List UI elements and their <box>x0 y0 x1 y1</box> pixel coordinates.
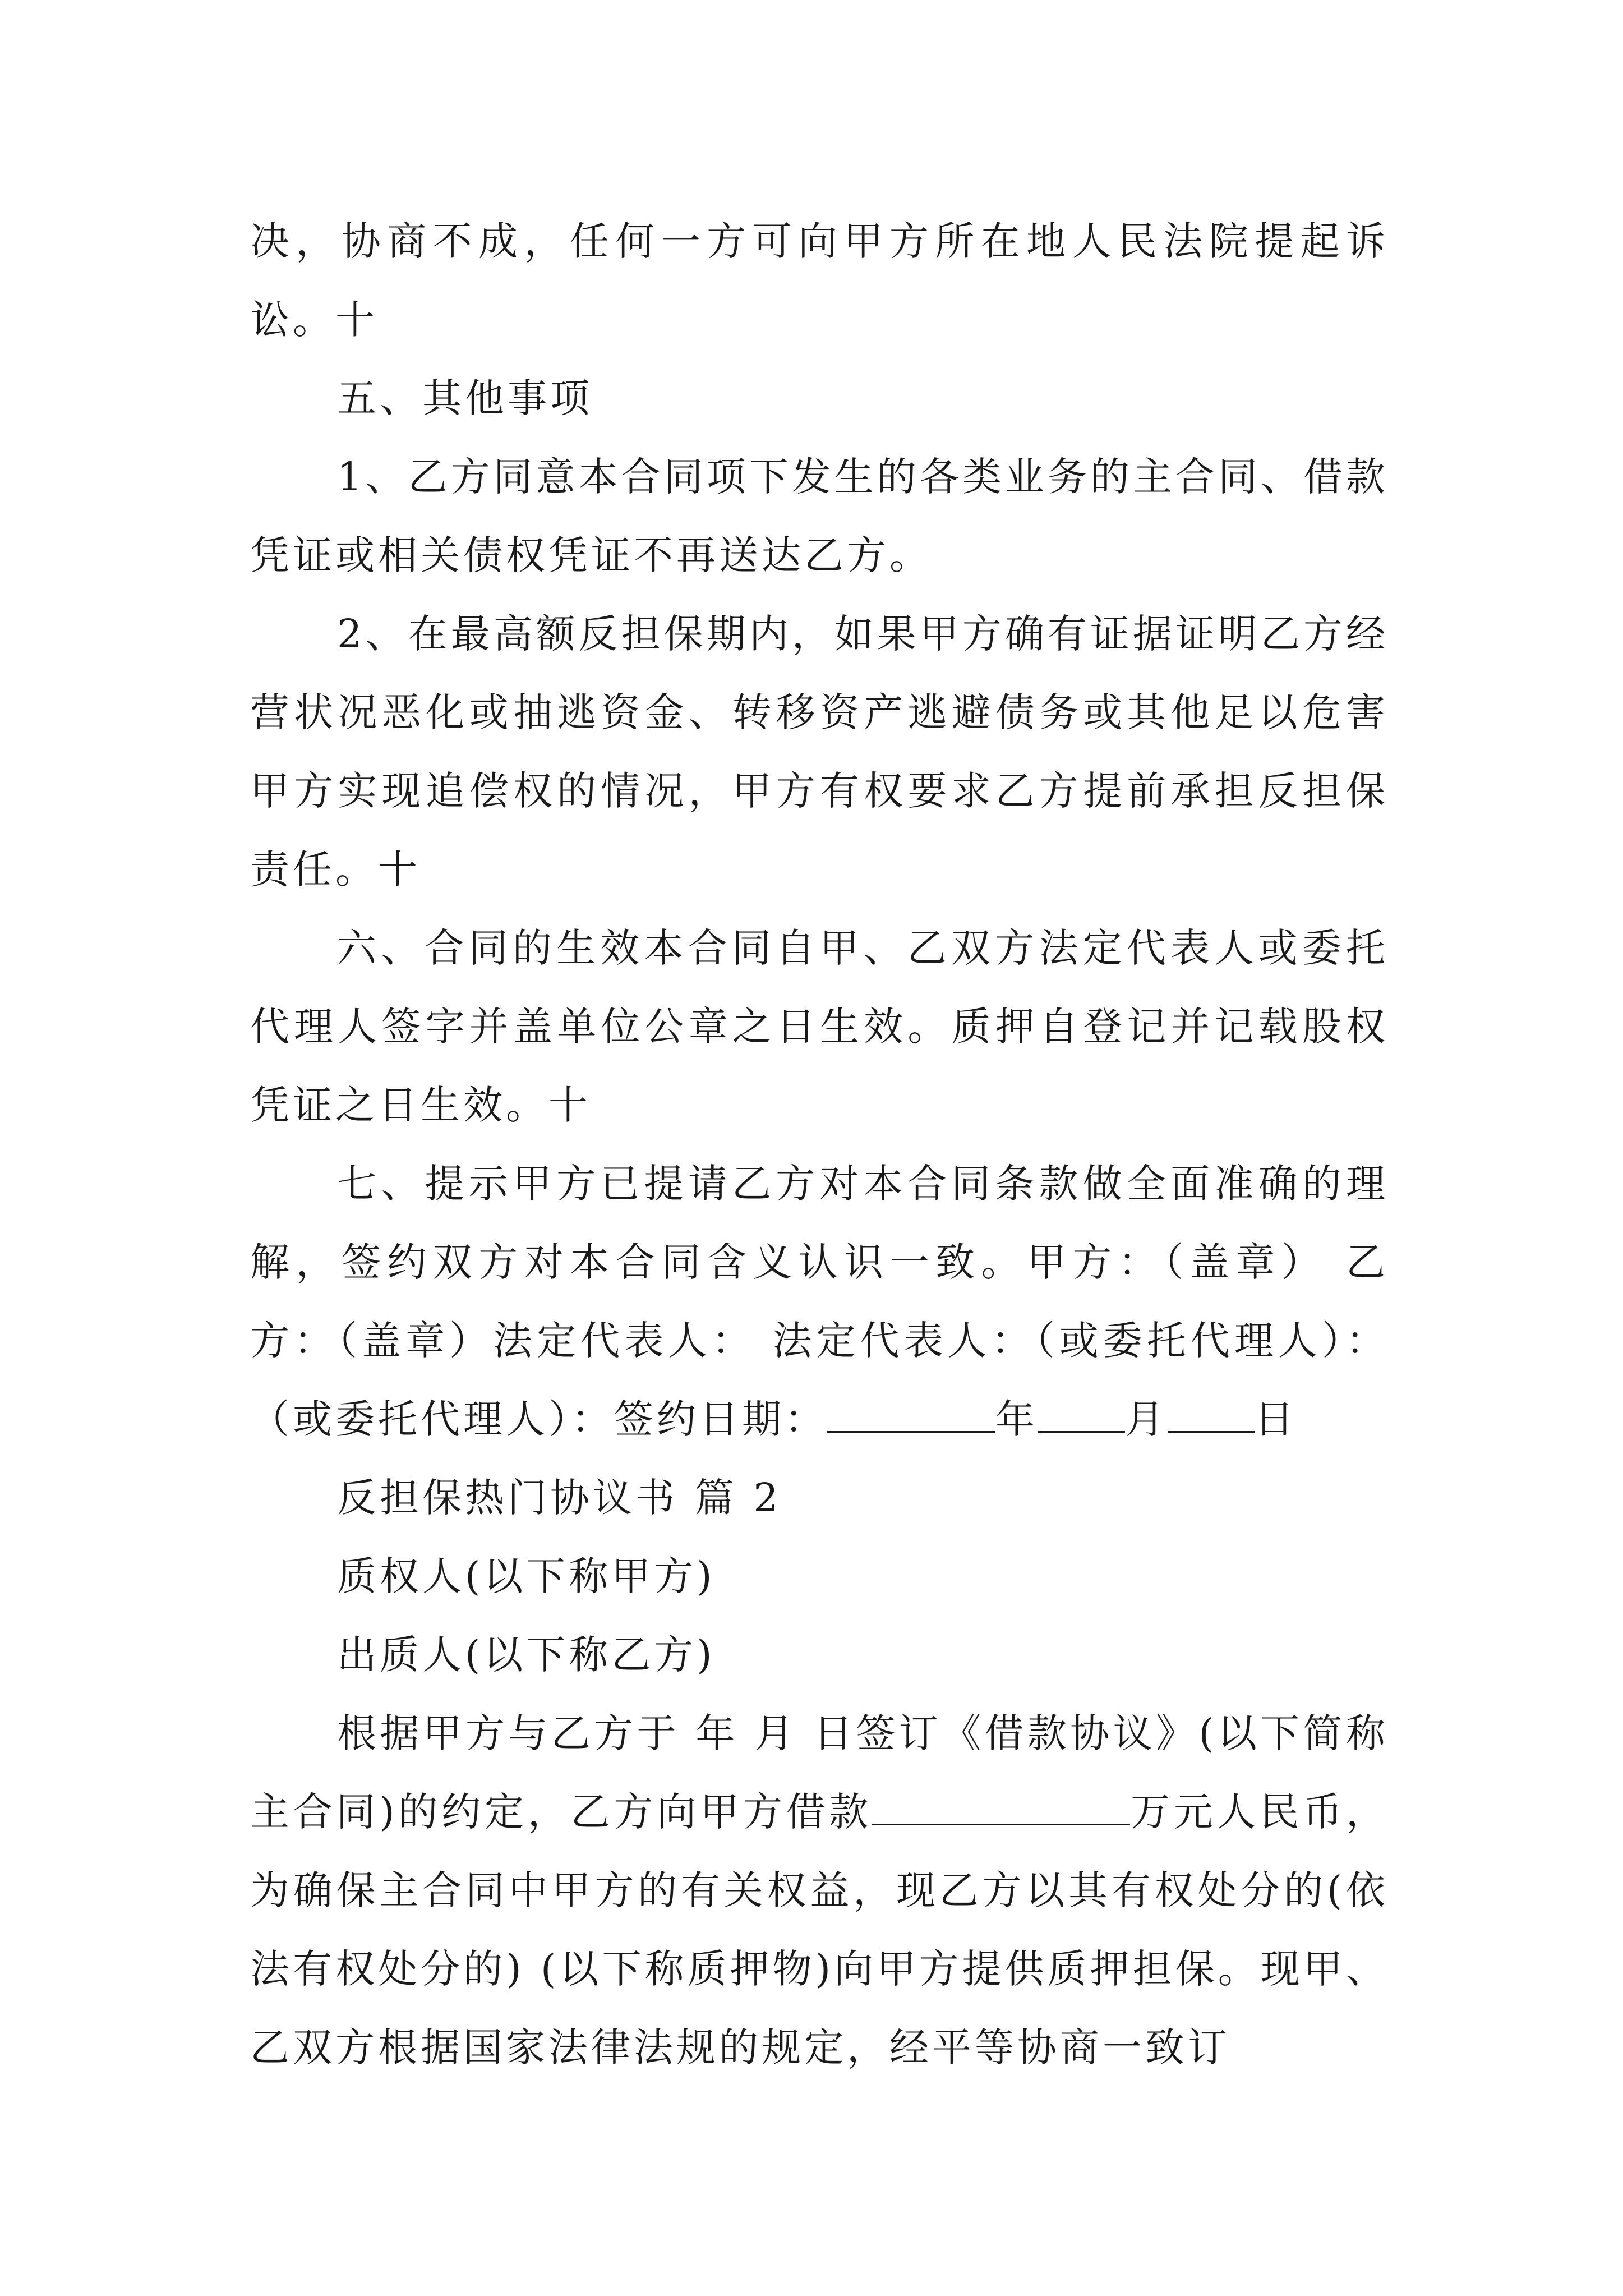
agreement-title-number: 篇 2 <box>695 1475 782 1521</box>
agreement-title-text: 反担保热门协议书 <box>337 1475 678 1521</box>
clause-item-1: 1、乙方同意本合同项下发生的各类业务的主合同、借款凭证或相关债权凭证不再送达乙方。 <box>250 454 1389 578</box>
section-reminder <box>250 1144 1389 1458</box>
agreement-title-2 <box>250 1458 1389 1537</box>
agreement-preamble <box>250 1694 1389 2087</box>
document-body <box>250 202 1389 2087</box>
section-contract-effect: 六、合同的生效本合同自甲、乙双方法定代表人或委托代理人签字并盖单位公章之日生效。质押自登记并记载股权凭证之日生效。十 <box>250 925 1389 1128</box>
section-reminder-text: 七、提示甲方已提请乙方对本合同条款做全面准确的理解，签约双方对本合同含义认识一致。甲方：（盖章） 乙方：（盖章）法定代表人： 法定代表人：（或委托代理人）：（或委托代理人）：签约日期： <box>250 1161 1389 1442</box>
preamble-part-2: 万元人民币，为确保主合同中甲方的有关权益，现乙方以其有权处分的(依法有权处分的) (以下称质押物)向甲方提供质押担保。现甲、乙双方根据国家法律法规的规定，经平等协商一致订 <box>250 1789 1389 2070</box>
date-year-label: 年 <box>995 1396 1038 1442</box>
preamble-part-1: 根据甲方与乙方于 年 月 日签订《借款协议》(以下简称主合同)的约定，乙方向甲方借款 <box>250 1710 1389 1835</box>
date-month-blank <box>1038 1394 1125 1433</box>
date-day-label: 日 <box>1255 1396 1297 1442</box>
loan-amount-blank <box>872 1787 1130 1826</box>
date-year-blank <box>827 1394 995 1433</box>
pledgor-line: 出质人(以下称乙方) <box>337 1632 716 1678</box>
date-month-label: 月 <box>1125 1396 1168 1442</box>
date-day-blank <box>1168 1394 1255 1433</box>
clause-item-2: 2、在最高额反担保期内，如果甲方确有证据证明乙方经营状况恶化或抽逃资金、转移资产逃避债务或其他足以危害甲方实现追偿权的情况，甲方有权要求乙方提前承担反担保责任。十 <box>250 611 1389 892</box>
paragraph-dispute-resolution: 决，协商不成，任何一方可向甲方所在地人民法院提起诉讼。十 <box>250 218 1389 343</box>
section-heading-other-matters: 五、其他事项 <box>337 375 593 421</box>
pledgee-line: 质权人(以下称甲方) <box>337 1553 716 1599</box>
